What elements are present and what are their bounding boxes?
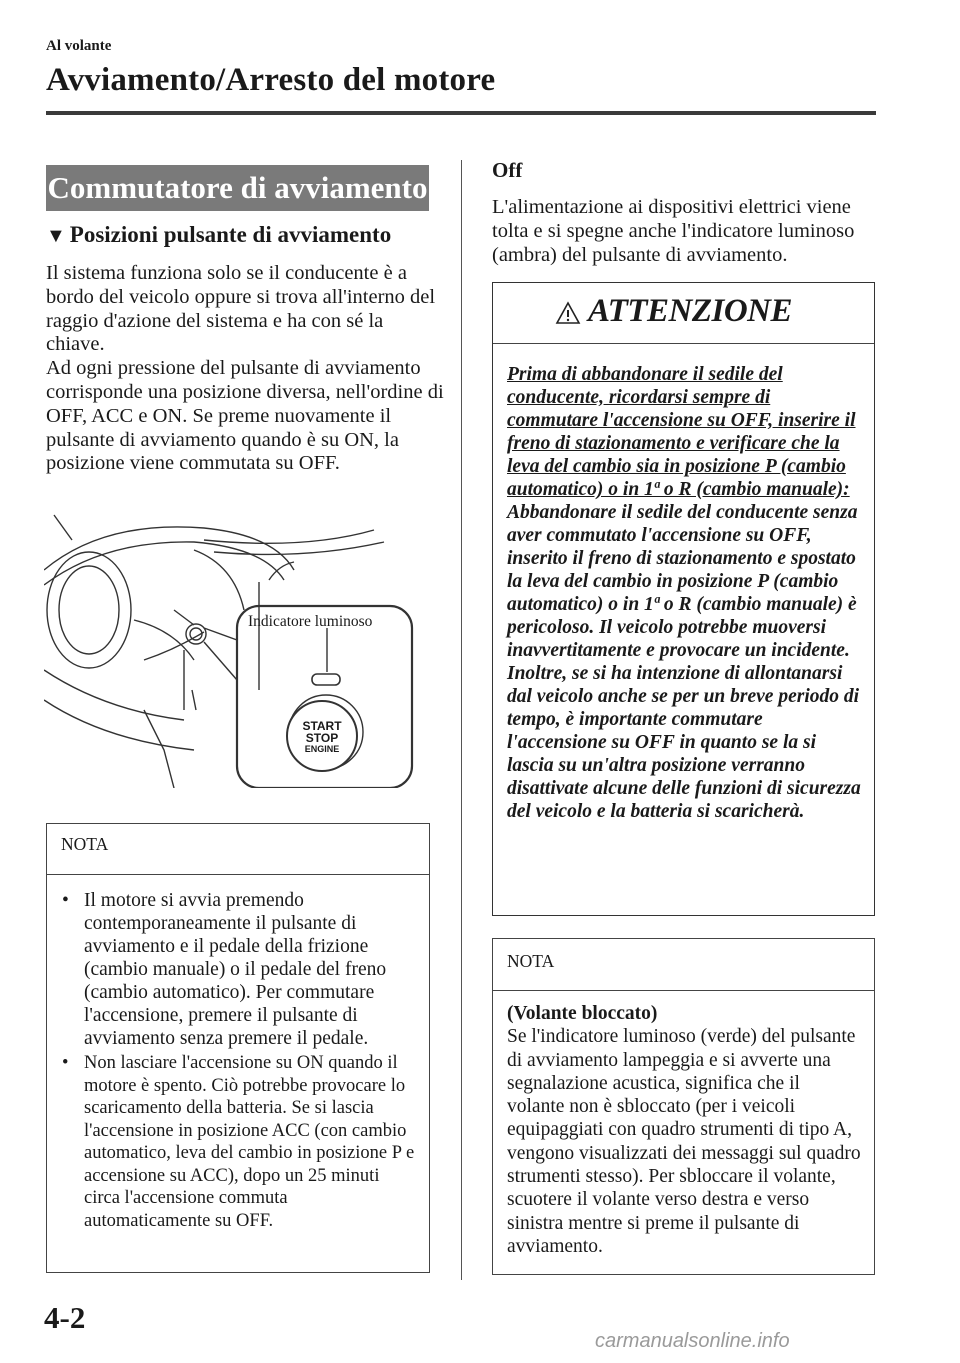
note-box-left	[46, 823, 430, 1273]
intro-text	[46, 262, 446, 476]
section-banner: Commutatore di avviamento	[46, 165, 429, 211]
warning-box	[492, 282, 875, 916]
dashboard-illustration	[44, 510, 414, 788]
intro-paragraph-1: Il sistema funziona solo se il conducente è a bordo del veicolo oppure si trova all'interno del raggio d'azione del sistema e ha con sé la chiave.	[46, 262, 436, 356]
warning-triangle-icon	[555, 301, 581, 325]
page-title: Avviamento/Arresto del motore	[46, 62, 496, 98]
warning-body	[507, 363, 863, 823]
triangle-marker-icon: ▼	[46, 225, 66, 247]
note-body	[493, 1002, 874, 1258]
warning-header	[493, 283, 874, 343]
indicator-light-label: Indicatore luminoso	[248, 613, 373, 630]
list-item	[47, 1052, 429, 1232]
bullet-icon: •	[62, 1053, 69, 1073]
note-subtitle: (Volante bloccato)	[507, 1003, 658, 1024]
note-text: Se l'indicatore luminoso (verde) del pulsante di avviamento lampeggia e si avverte una segnalazione acustica, significa che il volante non è sbloccato (per i veicoli equipaggiati con quadro strumenti di tipo A, vengono visualizzati dei messaggi sul quadro strumenti stesso). Per sbloccare il volante, scuotere il volante verso destra e verso sinistra mentre si preme il pulsante di avviamento.	[507, 1026, 861, 1257]
page-number: 4-2	[44, 1300, 86, 1335]
off-description: L'alimentazione ai dispositivi elettrici viene tolta e si spegne anche l'indicatore luminoso (ambra) del pulsante di avviamento.	[492, 196, 855, 266]
subheading	[46, 222, 391, 248]
warning-divider	[493, 343, 874, 344]
off-heading: Off	[492, 158, 523, 182]
note-title: NOTA	[61, 834, 109, 854]
header-rule	[46, 111, 876, 115]
bullet-icon: •	[62, 890, 69, 911]
button-label-engine: ENGINE	[304, 744, 340, 754]
note-bullet-text: Non lasciare l'accensione su ON quando il motore è spento. Ciò potrebbe provocare lo scaricamento della batteria. Se si lascia l'accensione in posizione ACC (con cambio automatico, leva del cambio in posizione P e accensione su ACC), dopo un 25 minuti circa l'accensione commuta automaticamente su OFF.	[84, 1053, 415, 1231]
watermark: carmanualsonline.info	[595, 1330, 790, 1352]
warning-text-1: Abbandonare il sedile del conducente senza aver commutato l'accensione su OFF, inserito il freno di stazionamento e spostato la leva del cambio in posizione P (cambio automatico) o in 1ª o R (cambio manuale) è pericoloso. Il veicolo potrebbe muoversi inavvertitamente e provocare un incidente.	[507, 502, 858, 661]
note-bullet-list	[47, 889, 429, 1232]
warning-title: ATTENZIONE	[588, 293, 793, 329]
start-stop-engine-button-icon	[286, 700, 358, 772]
subheading-text: Posizioni pulsante di avviamento	[69, 222, 392, 247]
list-item	[47, 889, 429, 1050]
column-divider	[461, 160, 462, 1280]
note-divider	[47, 874, 429, 875]
warning-underlined-text: Prima di abbandonare il sedile del conducente, ricordarsi sempre di commutare l'accensione su OFF, inserire il freno di stazionamento e verificare che la leva del cambio sia in posizione P (cambio automatico) o in 1ª o R (cambio manuale):	[507, 364, 856, 500]
note-divider	[493, 990, 874, 991]
button-label-start: START	[302, 719, 342, 733]
note-bullet-text: Il motore si avvia premendo contemporaneamente il pulsante di avviamento e il pedale della frizione (cambio manuale) o il pedale del freno (cambio automatico). Per commutare l'accensione, premere il pulsante di avviamento senza premere il pedale.	[84, 890, 387, 1049]
button-label-stop: STOP	[305, 731, 339, 745]
warning-text-2: Inoltre, se si ha intenzione di allontanarsi dal veicolo anche se per un breve periodo di tempo, è importante commutare l'accensione su OFF in quanto se la si lascia su un'altra posizione verranno disattivate alcune delle funzioni di sicurezza del veicolo e la batteria si scaricherà.	[507, 663, 861, 822]
note-title: NOTA	[507, 951, 555, 971]
note-box-right	[492, 938, 875, 1275]
intro-paragraph-2: Ad ogni pressione del pulsante di avviamento corrisponde una posizione diversa, nell'ordine di OFF, ACC e ON. Se preme nuovamente il pulsante di avviamento quando è su ON, la posizione viene commutata su OFF.	[46, 357, 444, 475]
section-kicker: Al volante	[46, 38, 112, 54]
